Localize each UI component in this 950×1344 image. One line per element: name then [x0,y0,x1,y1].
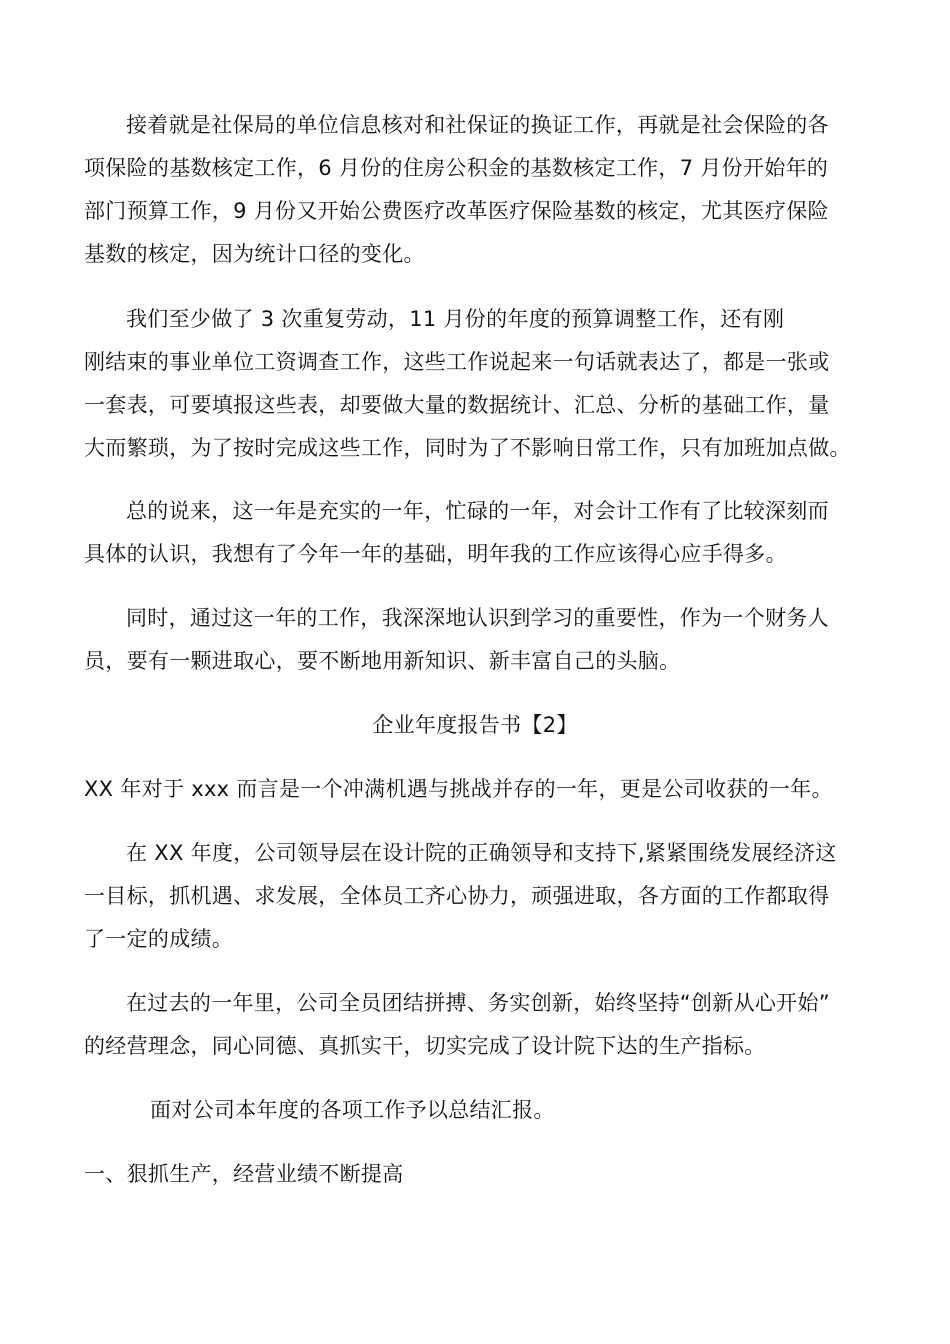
paragraph-line: 总的说来，这一年是充实的一年，忙碌的一年，对会计工作有了比较深刻而 [126,499,829,523]
paragraph-line: 员，要有一颗进取心，要不断地用新知识、新丰富自己的头脑。 [84,649,681,673]
paragraph-line: 项保险的基数核定工作，6 月份的住房公积金的基数核定工作，7 月份开始年的 [84,156,829,180]
paragraph-line: 在过去的一年里，公司全员团结拼搏、务实创新，始终坚持“创新从心开始” [126,991,830,1015]
paragraph-line: 在 XX 年度，公司领导层在设计院的正确领导和支持下,紧紧围绕发展经济这 [126,841,837,865]
paragraph-line: 接着就是社保局的单位信息核对和社保证的换证工作，再就是社会保险的各 [126,113,829,137]
paragraph-line: 一套表，可要填报这些表，却要做大量的数据统计、汇总、分析的基础工作，量 [84,393,830,417]
paragraph-line: 面对公司本年度的各项工作予以总结汇报。 [150,1098,555,1122]
section-title: 企业年度报告书【2】 [372,713,578,737]
paragraph-line: 大而繁琐，为了按时完成这些工作，同时为了不影响日常工作，只有加班加点做。 [84,436,851,460]
paragraph-line: 同时，通过这一年的工作，我深深地认识到学习的重要性，作为一个财务人 [126,606,829,630]
paragraph-line: 部门预算工作，9 月份又开始公费医疗改革医疗保险基数的核定，尤其医疗保险 [84,199,829,223]
paragraph-line: XX 年对于 xxx 而言是一个冲满机遇与挑战并存的一年，更是公司收获的一年。 [84,777,833,801]
paragraph-line: 一目标，抓机遇、求发展，全体员工齐心协力，顽强进取，各方面的工作都取得 [84,884,830,908]
paragraph-line: 基数的核定，因为统计口径的变化。 [84,242,425,266]
paragraph-line: 了一定的成绩。 [84,927,234,951]
section-heading: 一、狠抓生产，经营业绩不断提高 [84,1162,404,1186]
paragraph-line: 我们至少做了 3 次重复劳动，11 月份的年度的预算调整工作，还有刚 [126,307,785,331]
paragraph-line: 刚结束的事业单位工资调查工作，这些工作说起来一句话就表达了，都是一张或 [84,350,830,374]
paragraph-line: 具体的认识，我想有了今年一年的基础，明年我的工作应该得心应手得多。 [84,542,787,566]
paragraph-line: 的经营理念，同心同德、真抓实干，切实完成了设计院下达的生产指标。 [84,1034,766,1058]
